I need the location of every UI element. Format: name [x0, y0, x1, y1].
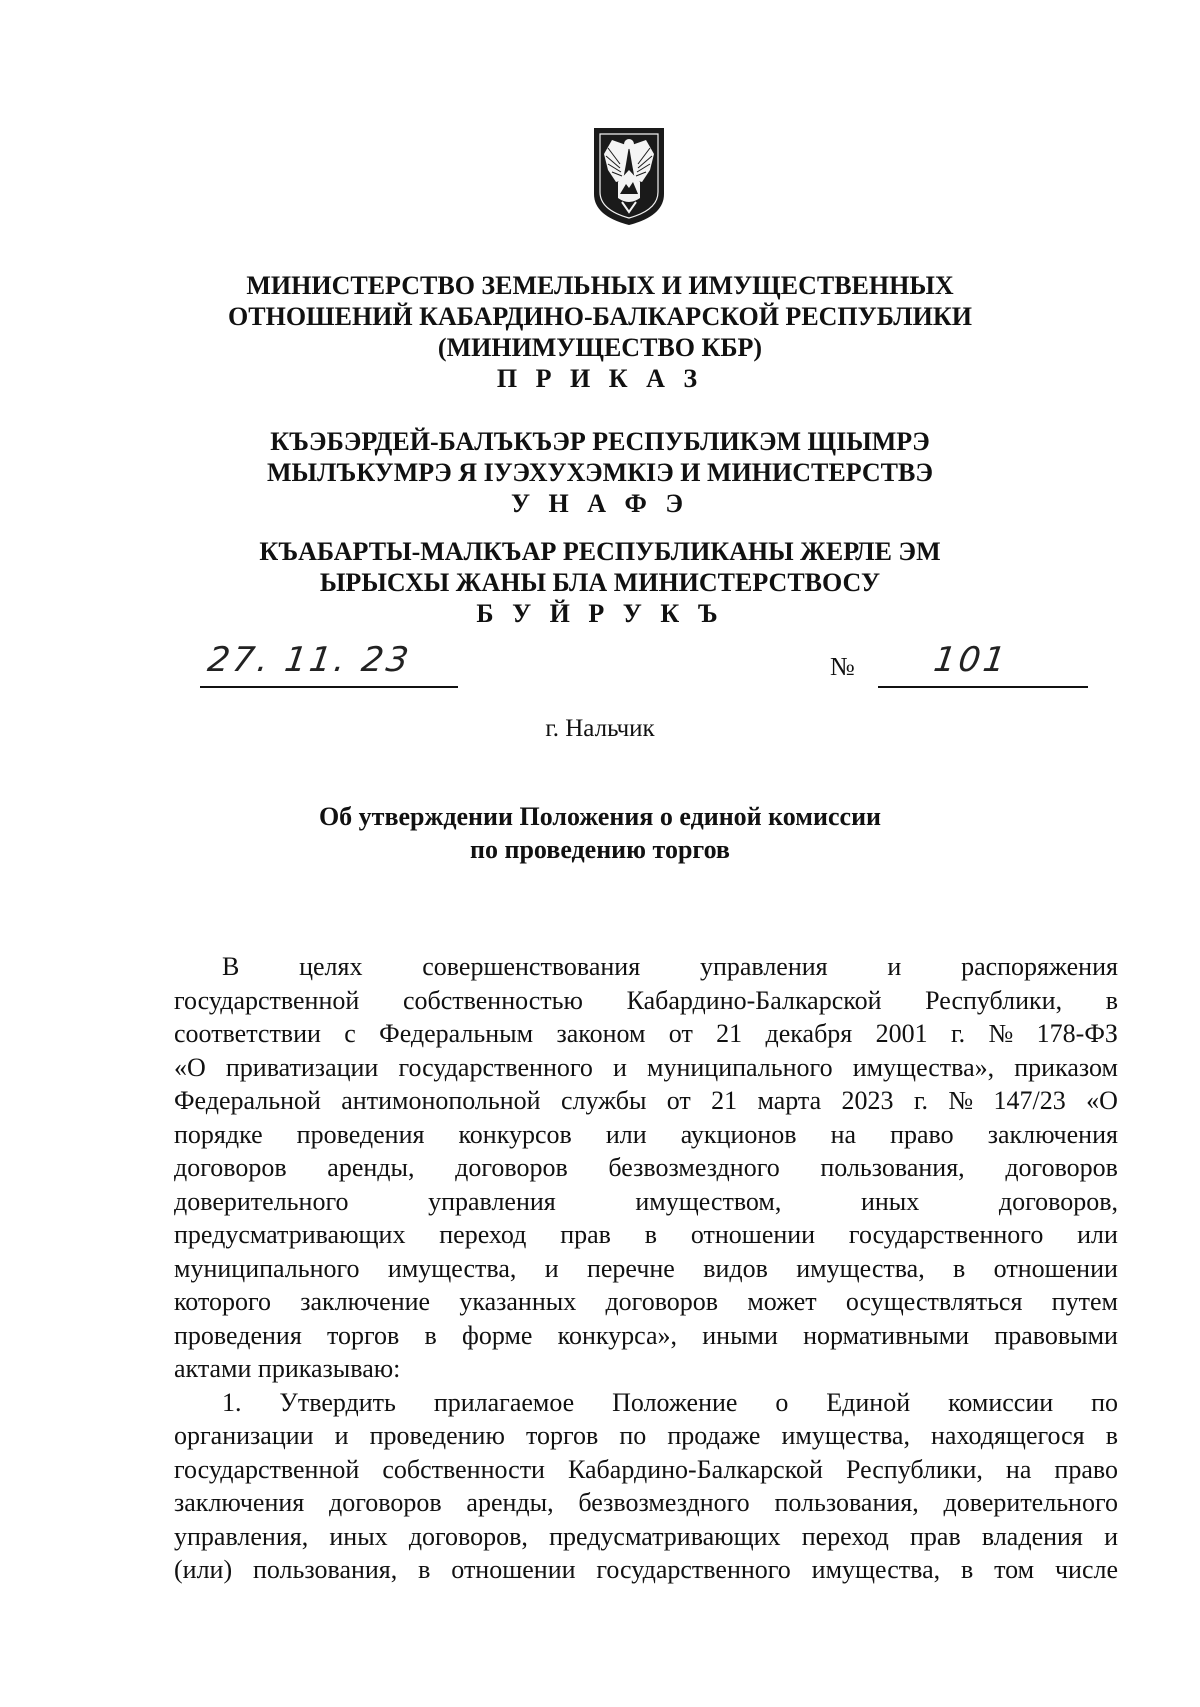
word: порядке [174, 1119, 263, 1149]
word: перечне [586, 1253, 675, 1283]
word: о [775, 1387, 789, 1417]
ministry-name-ru [180, 270, 1020, 394]
word: и [887, 952, 902, 981]
document-subject [180, 800, 1020, 866]
preamble-line [174, 1017, 1118, 1051]
word: заключения [174, 1488, 305, 1517]
word: аукционов [680, 1119, 797, 1149]
word: отношении [993, 1253, 1118, 1283]
word: имущества», [852, 1052, 995, 1082]
word: Кабардино-Балкарской [568, 1454, 823, 1484]
preamble-line [174, 1252, 1118, 1286]
preamble-paragraph [174, 950, 1118, 1352]
word: целях [299, 952, 363, 981]
preamble-line [174, 1185, 1118, 1219]
word: на [1005, 1454, 1032, 1484]
word: антимонопольной [341, 1086, 541, 1115]
word: переход [801, 1521, 889, 1551]
word: может [747, 1287, 817, 1316]
word: декабря [765, 1019, 853, 1048]
word: 1. [222, 1387, 242, 1417]
word: по [1091, 1387, 1118, 1417]
word: заключение [300, 1287, 431, 1316]
date-number-row [200, 640, 1080, 690]
word: В [222, 952, 240, 981]
word: г. [913, 1086, 929, 1115]
word: с [344, 1019, 356, 1048]
word: аренды, [327, 1153, 415, 1182]
word: г. [950, 1019, 966, 1048]
ministry-ru-line-1: МИНИСТЕРСТВО ЗЕМЕЛЬНЫХ И ИМУЩЕСТВЕННЫХ [246, 271, 954, 300]
word: торгов [327, 1320, 400, 1350]
word: предусматривающих [174, 1220, 406, 1249]
word: конкурса», [557, 1320, 678, 1350]
item1-line [174, 1486, 1118, 1520]
word: Республики, [845, 1454, 983, 1484]
word: государственной [174, 985, 360, 1015]
doctype-bal: Б У Й Р У К Ъ [476, 599, 724, 628]
word: управления [699, 952, 828, 981]
preamble-line [174, 1051, 1118, 1085]
word: муниципального [647, 1052, 833, 1082]
word: 21 [711, 1086, 738, 1115]
word: право [1054, 1454, 1118, 1484]
word: торгов [525, 1421, 599, 1450]
word: и [612, 1052, 627, 1082]
word: собственностью [402, 985, 583, 1015]
word: в [953, 1253, 966, 1283]
word: проведения [296, 1119, 425, 1149]
word: и [334, 1421, 349, 1450]
word: приказом [1014, 1052, 1118, 1082]
word: приватизации [225, 1052, 379, 1082]
item1-line [174, 1553, 1118, 1587]
preamble-line [174, 950, 1118, 984]
word: аренды, [466, 1488, 554, 1517]
subject-line-1: Об утверждении Положения о единой комиссии [318, 802, 882, 831]
word: в [1105, 1421, 1118, 1450]
handwritten-number: 101 [931, 640, 1011, 680]
word: в [424, 1320, 437, 1350]
word: государственного [848, 1220, 1044, 1249]
word: договоров, [408, 1521, 528, 1551]
word: в [644, 1220, 658, 1249]
word: по [619, 1421, 647, 1450]
word: № [948, 1086, 974, 1115]
word: организации [174, 1421, 314, 1450]
word: в [960, 1555, 974, 1584]
word: 2023 [841, 1086, 894, 1115]
word: имущества, [811, 1555, 941, 1584]
item-1-paragraph [174, 1386, 1118, 1587]
word: или [605, 1119, 647, 1149]
word: службы [560, 1086, 647, 1115]
word: конкурсов [458, 1119, 572, 1149]
word: отношении [451, 1555, 576, 1584]
word: доверительного [174, 1186, 349, 1216]
word: комиссии [948, 1387, 1054, 1417]
word: от [668, 1019, 693, 1048]
ministry-name-kab [180, 426, 1020, 519]
item1-line [174, 1453, 1118, 1487]
word: переход [439, 1220, 527, 1249]
word: путем [1051, 1287, 1118, 1316]
word: Федеральным [379, 1019, 534, 1048]
word: договоров [455, 1153, 568, 1182]
item1-line [174, 1419, 1118, 1453]
word: 147/23 [993, 1086, 1066, 1115]
word: соответствии [174, 1019, 321, 1048]
word: иных [860, 1186, 920, 1216]
word: № [988, 1019, 1014, 1048]
item1-line [174, 1386, 1118, 1420]
word: совершенствования [422, 952, 641, 981]
word: заключения [987, 1119, 1118, 1149]
city: г. Нальчик [545, 715, 655, 742]
word: государственной [174, 1454, 360, 1484]
preamble-line [174, 1285, 1118, 1319]
number-label: № [830, 652, 855, 681]
coat-of-arms-icon [590, 124, 668, 228]
word: 2001 [875, 1019, 928, 1048]
word: и [544, 1253, 559, 1283]
word: Положение [612, 1387, 738, 1417]
word: марта [757, 1086, 822, 1115]
word: или [1077, 1220, 1118, 1249]
preamble-line [174, 984, 1118, 1018]
word: Кабардино-Балкарской [626, 985, 882, 1015]
ministry-name-bal [180, 536, 1020, 629]
word: (или) [174, 1555, 233, 1584]
word: «О [1086, 1086, 1118, 1115]
word: Республики, [925, 985, 1063, 1015]
ministry-bal-line-1: КЪАБАРТЫ-МАЛКЪАР РЕСПУБЛИКАНЫ ЖЕРЛЕ ЭМ [259, 537, 941, 566]
ministry-kab-line-1: КЪЭБЭРДЕЙ-БАЛЪКЪЭР РЕСПУБЛИКЭМ ЩIЫМРЭ [270, 427, 930, 456]
word: пользования, [252, 1555, 398, 1584]
word: муниципального [174, 1253, 360, 1283]
word: управления, [174, 1521, 309, 1551]
word: управления [428, 1186, 556, 1216]
word: Утвердить [279, 1387, 396, 1417]
ministry-bal-line-2: ЫРЫСХЫ ЖАНЫ БЛА МИНИСТЕРСТВОСУ [319, 568, 881, 597]
word: распоряжения [961, 952, 1118, 981]
handwritten-date: 27. 11. 23 [205, 640, 414, 680]
word: прилагаемое [433, 1387, 575, 1417]
subject-line-2: по проведению торгов [470, 835, 730, 864]
word: безвозмездного [578, 1488, 750, 1517]
ministry-ru-line-3: (МИНИМУЩЕСТВО КБР) [437, 333, 763, 362]
word: «О [174, 1052, 206, 1082]
word: пользования, [774, 1488, 919, 1517]
word: договоров [605, 1287, 719, 1316]
word: прав [560, 1220, 611, 1249]
word: правовыми [994, 1320, 1118, 1350]
word: которого [174, 1287, 272, 1316]
word: государственного [398, 1052, 593, 1082]
ministry-ru-line-2: ОТНОШЕНИЙ КАБАРДИНО-БАЛКАРСКОЙ РЕСПУБЛИКИ [228, 302, 972, 331]
word: и [1104, 1521, 1118, 1551]
word: проведения [174, 1320, 302, 1350]
word: нормативными [803, 1320, 970, 1350]
word: имущества, [781, 1421, 910, 1450]
doctype-ru: П Р И К А З [496, 364, 704, 393]
word: проведению [369, 1421, 505, 1450]
word: пользования, [820, 1153, 965, 1182]
word: в [1105, 985, 1118, 1015]
word: иных [329, 1521, 388, 1551]
word: безвозмездного [608, 1153, 780, 1182]
word: имущества, [387, 1253, 517, 1283]
word: в [418, 1555, 431, 1584]
word: прав [910, 1521, 961, 1551]
doctype-kab: У Н А Ф Э [510, 489, 690, 518]
word: договоров [329, 1488, 442, 1517]
word: Единой [826, 1387, 911, 1417]
word: 178-ФЗ [1036, 1019, 1118, 1048]
word: осуществляться [845, 1287, 1023, 1316]
word: собственности [382, 1454, 545, 1484]
word: том [994, 1555, 1035, 1584]
word: форме [462, 1320, 533, 1350]
word: договоров [174, 1153, 287, 1182]
preamble-line [174, 1319, 1118, 1353]
word: отношении [690, 1220, 816, 1249]
word: иными [702, 1320, 778, 1350]
word: продаже [667, 1421, 761, 1450]
preamble-line [174, 1218, 1118, 1252]
word: договоров [1005, 1153, 1118, 1182]
word: указанных [459, 1287, 577, 1316]
item1-line [174, 1520, 1118, 1554]
word: предусматривающих [549, 1521, 781, 1551]
word: законом [556, 1019, 646, 1048]
word: Федеральной [174, 1086, 321, 1115]
word: от [666, 1086, 691, 1115]
word: доверительного [943, 1488, 1118, 1517]
word: 21 [716, 1019, 743, 1048]
ministry-kab-line-2: МЫЛЪКУМРЭ Я IУЭХУХЭМКIЭ И МИНИСТЕРСТВЭ [266, 458, 933, 487]
word: находящегося [931, 1421, 1085, 1450]
word: числе [1054, 1555, 1118, 1584]
word: имущества, [796, 1253, 925, 1283]
word: видов [703, 1253, 768, 1283]
word: на [830, 1119, 857, 1149]
date-field [200, 640, 458, 688]
word: государственного [596, 1555, 791, 1584]
preamble-line [174, 1151, 1118, 1185]
word: имуществом, [635, 1186, 782, 1216]
preamble-last-line: актами приказываю: [174, 1354, 401, 1383]
word: договоров, [998, 1186, 1118, 1216]
number-field [878, 640, 1088, 688]
document-body [174, 950, 1118, 1587]
word: право [890, 1119, 954, 1149]
preamble-line [174, 1084, 1118, 1118]
preamble-line [174, 1118, 1118, 1152]
word: владения [981, 1521, 1083, 1551]
